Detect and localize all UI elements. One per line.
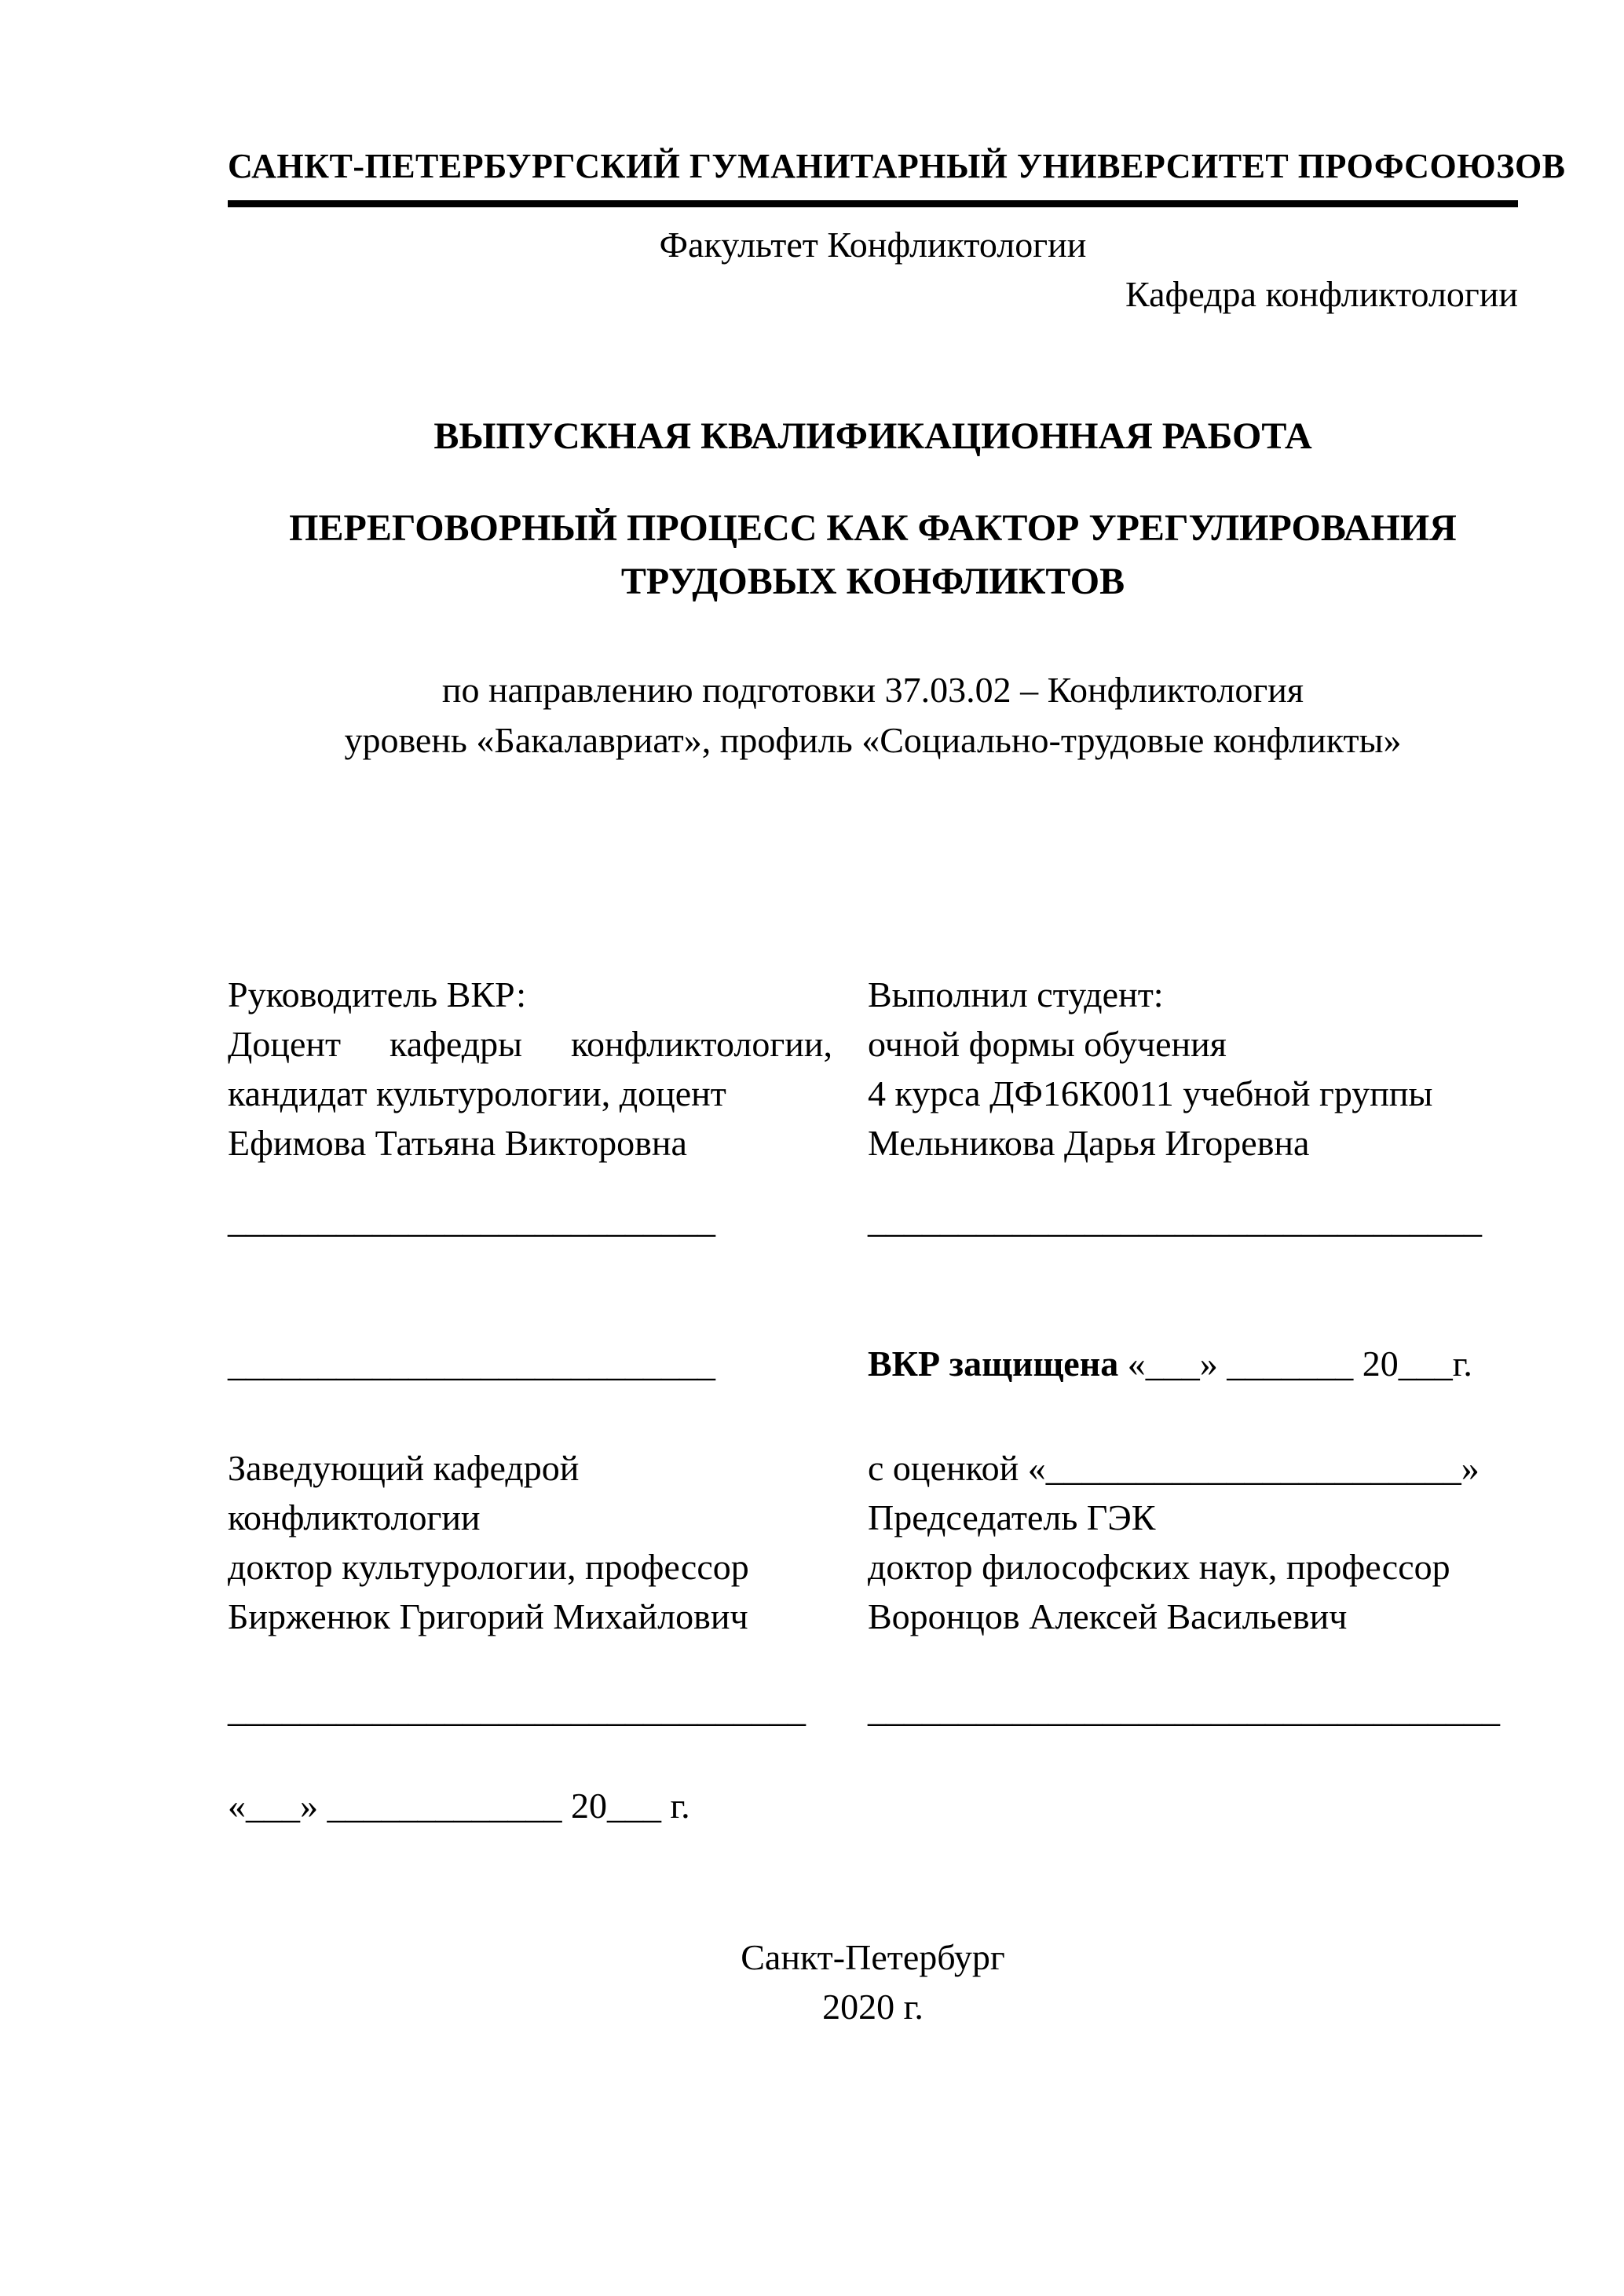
student-study-form: очной формы обучения [868, 1024, 1227, 1064]
signature-row-1 [228, 1195, 1518, 1245]
head-date-blank: «___» _____________ 20___ г. [228, 1786, 690, 1826]
program-level-profile: уровень «Бакалавриат», профиль «Социально-трудовые конфликты» [344, 720, 1402, 760]
defense-label: ВКР защищена [868, 1344, 1119, 1384]
head-name: Бирженюк Григорий Михайлович [228, 1596, 748, 1636]
supervisor-name: Ефимова Татьяна Викторовна [228, 1123, 687, 1163]
gek-chair-label: Председатель ГЭК [868, 1497, 1156, 1537]
year-line: 2020 г. [822, 1987, 924, 2027]
defense-left-signature-line: ___________________________ [228, 1344, 715, 1384]
program-direction: по направлению подготовки 37.03.02 – Конфликтология [441, 670, 1304, 710]
thesis-title-line1: ПЕРЕГОВОРНЫЙ ПРОЦЕСС КАК ФАКТОР УРЕГУЛИРОВАНИЯ [289, 507, 1457, 549]
work-type-title: ВЫПУСКНАЯ КВАЛИФИКАЦИОННАЯ РАБОТА [433, 415, 1312, 457]
grade-blank-line: с оценкой «_______________________» [868, 1448, 1480, 1488]
people-block [228, 970, 1518, 1168]
head-degree-line: доктор культурологии, профессор [228, 1547, 749, 1587]
gek-chair-signature-line: ___________________________________ [868, 1689, 1500, 1729]
gek-chair-name: Воронцов Алексей Васильевич [868, 1596, 1348, 1636]
head-position-line2: конфликтологии [228, 1497, 481, 1537]
thesis-title-line2: ТРУДОВЫХ КОНФЛИКТОВ [620, 561, 1125, 602]
student-column [868, 970, 1518, 1168]
gek-chair-degree-line: доктор философских наук, профессор [868, 1547, 1450, 1587]
supervisor-signature-line: ___________________________ [228, 1200, 715, 1240]
header-rule [228, 200, 1518, 207]
date-row-spacer [868, 1781, 1518, 1830]
date-row [228, 1781, 1518, 1830]
program-block [228, 665, 1518, 766]
officials-block [228, 1443, 1518, 1641]
university-name: САНКТ-ПЕТЕРБУРГСКИЙ ГУМАНИТАРНЫЙ УНИВЕРСИТЕТ ПРОФСОЮЗОВ [228, 147, 1566, 185]
defense-statement [868, 1339, 1518, 1388]
student-name: Мельникова Дарья Игоревна [868, 1123, 1310, 1163]
thesis-title [228, 502, 1518, 609]
faculty-line: Факультет Конфликтологии [659, 225, 1087, 265]
gek-chair-column [868, 1443, 1518, 1641]
department-line: Кафедра конфликтологии [1125, 274, 1518, 314]
head-of-department-column [228, 1443, 832, 1641]
supervisor-label: Руководитель ВКР: [228, 974, 527, 1015]
student-signature-line: __________________________________ [868, 1200, 1482, 1240]
supervisor-column [228, 970, 832, 1168]
supervisor-position-line1: Доцент кафедры конфликтологии, [228, 1024, 832, 1064]
defense-row [228, 1339, 1518, 1388]
head-position-line1: Заведующий кафедрой [228, 1448, 580, 1488]
defense-date-blank: «___» _______ 20___г. [1127, 1344, 1472, 1384]
city-line: Санкт-Петербург [741, 1937, 1005, 1977]
student-group: 4 курса ДФ16К0011 учебной группы [868, 1073, 1433, 1113]
student-label: Выполнил студент: [868, 974, 1164, 1015]
supervisor-position-line2: кандидат культурологии, доцент [228, 1073, 726, 1113]
head-signature-line: ________________________________ [228, 1689, 806, 1729]
signature-row-2 [228, 1684, 1518, 1734]
